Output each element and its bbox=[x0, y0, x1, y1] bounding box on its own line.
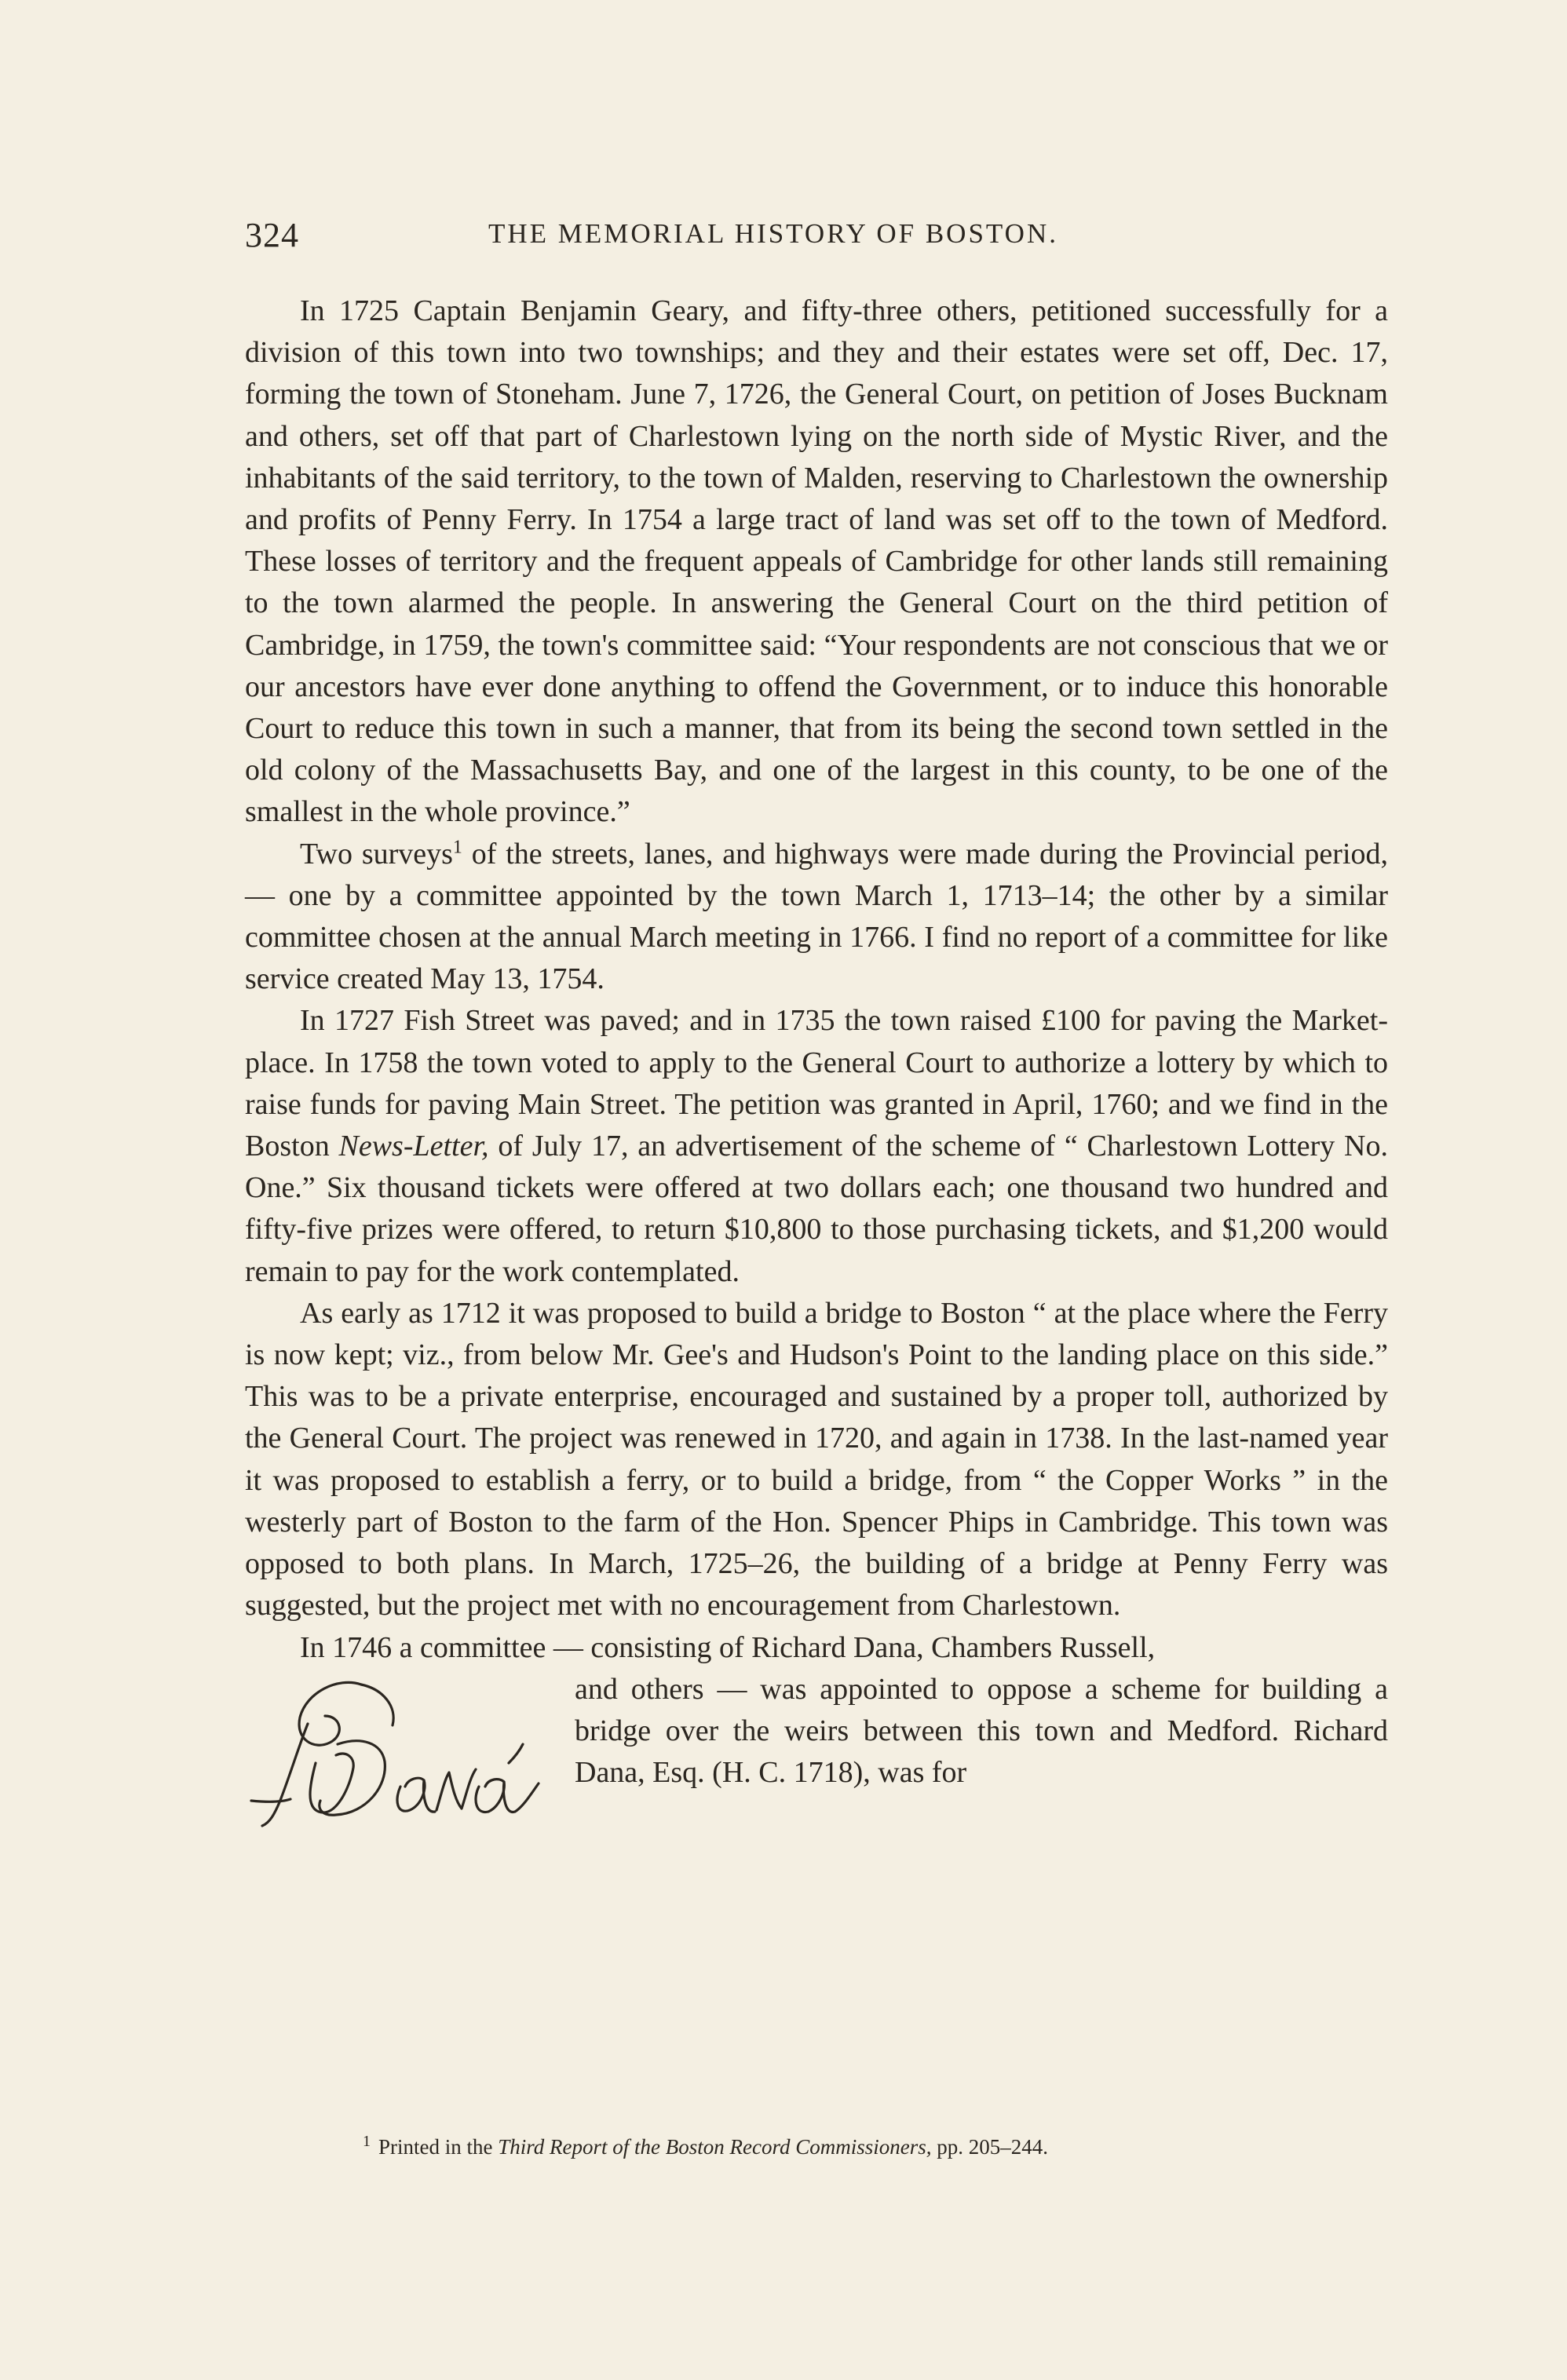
footnote bbox=[363, 2127, 1399, 2161]
running-title: THE MEMORIAL HISTORY OF BOSTON. bbox=[488, 218, 1058, 249]
signature-image bbox=[243, 1669, 556, 1835]
paragraph-3-rest: of July 17, an advertisement of the scheme of “ Charlestown Lottery No. One.” Six thousand tickets were offered at two dollars each; one thousand two hundred and fifty-five prizes were offered, to return $10,800 to those purchasing tickets, and $1,200 would remain to pay for the work contemplated. bbox=[245, 1130, 1388, 1288]
page-header bbox=[245, 212, 1391, 259]
paragraph-2-start: Two surveys bbox=[300, 837, 453, 871]
footnote-source-title: Third Report of the Boston Record Commissioners, bbox=[498, 2135, 932, 2159]
paragraph-5-line-1: In 1746 a committee — consisting of Richard Dana, Chambers Russell, bbox=[300, 1630, 1156, 1664]
paragraph-3 bbox=[245, 1000, 1388, 1292]
newspaper-title: News-Letter, bbox=[338, 1130, 489, 1163]
signature-drawing bbox=[243, 1669, 556, 1835]
paragraph-3-start: In 1727 Fish Street was paved; and in 1735 the town raised £100 for paving the Market-place. In 1758 the town voted to apply to the General Court to authorize a lottery by which to raise funds for paving Main Street. The petition was granted in April, 1760; and we find in the Boston bbox=[245, 1004, 1388, 1163]
paragraph-2 bbox=[245, 834, 1388, 1001]
body-text bbox=[245, 290, 1388, 1835]
footnote-prefix: Printed in the bbox=[378, 2135, 499, 2159]
paragraph-5-rest: and others — was appointed to oppose a scheme for building a bridge over the weirs between this town and Medford. Richard Dana, Esq. (H. C. 1718), was for bbox=[575, 1672, 1388, 1790]
paragraph-2-rest: of the streets, lanes, and highways were made during the Provincial period, — one by a committee appointed by the town March 1, 1713–14; the other by a similar committee chosen at the annual March meeting in 1766. I find no report of a committee for like service created May 13, 1754. bbox=[245, 837, 1388, 996]
page-number: 324 bbox=[245, 216, 299, 254]
footnote-pages: pp. 205–244. bbox=[931, 2135, 1048, 2159]
footnote-reference: 1 bbox=[452, 836, 462, 857]
paragraph-4: As early as 1712 it was proposed to build a bridge to Boston “ at the place where the Ferry is now kept; viz., from below Mr. Gee's and Hudson's Point to the landing place on this side.” This was to be a private enterprise, encouraged and sustained by a proper toll, authorized by the General Court. The project was renewed in 1720, and again in 1738. In the last-named year it was proposed to establish a ferry, or to build a bridge, from “ the Copper Works ” in the westerly part of Boston to the farm of the Hon. Spencer Phips in Cambridge. This town was opposed to both plans. In March, 1725–26, the building of a bridge at Penny Ferry was suggested, but the project met with no encouragement from Charlestown. bbox=[245, 1296, 1388, 1623]
paragraph-5-continued bbox=[245, 1669, 1388, 1794]
footnote-mark: 1 bbox=[363, 2133, 371, 2150]
paragraph-1: In 1725 Captain Benjamin Geary, and fifty-three others, petitioned successfully for a division of this town into two townships; and they and their estates were set off, Dec. 17, forming the town of Stoneham. June 7, 1726, the General Court, on petition of Joses Bucknam and others, set off that part of Charlestown lying on the north side of Mystic River, and the inhabitants of the said territory, to the town of Malden, reserving to Charlestown the ownership and profits of Penny Ferry. In 1754 a large tract of land was set off to the town of Medford. These losses of territory and the frequent appeals of Cambridge for other lands still remaining to the town alarmed the people. In answering the General Court on the third petition of Cambridge, in 1759, the town's committee said: “Your respondents are not conscious that we or our ancestors have ever done anything to offend the Government, or to induce this honorable Court to reduce this town in such a manner, that from its being the second town settled in the old colony of the Massachusetts Bay, and one of the largest in this county, to be one of the smallest in the whole province.” bbox=[245, 294, 1388, 829]
paragraph-5 bbox=[245, 1627, 1388, 1669]
